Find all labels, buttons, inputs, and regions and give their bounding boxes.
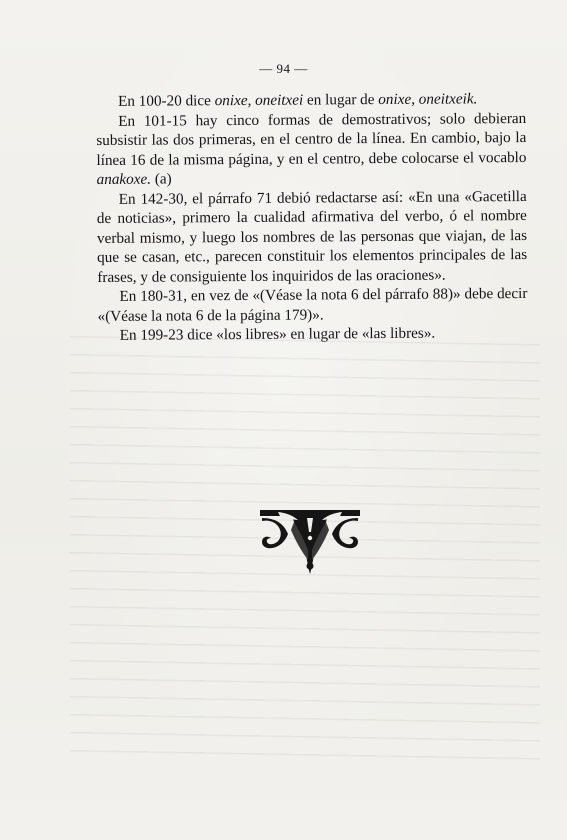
text-run: (a) [150,170,172,188]
text-run: En 142-30, el párrafo 71 debió redactarse así: «En una «Gacetilla de noticias», primero la cualidad afirmativa del verbo, ó el nombre verbal mismo, y luego los nombres de las personas que viajan, de las que se casan, etc., parecen constituir los elementos principales de las frases, y de consiguiente los inquiridos de las oraciones». [96,187,528,286]
errata-paragraph [96,89,526,112]
errata-text [96,89,528,345]
page-number: — 94 — [259,61,308,76]
errata-paragraph [98,323,528,346]
text-run: En 199-23 dice «los libres» en lugar de «las libres». [119,324,436,344]
fleuron-ornament-icon [258,508,362,576]
errata-paragraph [97,284,527,326]
text-run: En 100-20 dice [118,92,215,110]
text-run: en lugar de [303,91,379,109]
text-run: En 101-15 hay cinco formas de demostrativos; solo debieran subsistir las dos primeras, en el centro de la línea. En cambio, bajo la línea 16 de la misma página, y en el centro, debe colocarse el vocablo [96,109,527,169]
basque-word: anakoxe. [96,170,152,188]
basque-word: onixe, oneitxei [214,91,304,110]
basque-word: onixe, oneitxeik. [378,90,478,109]
errata-paragraph [96,108,527,189]
text-run: En 180-31, en vez de «(Véase la nota 6 del párrafo 88)» debe decir «(Véase la nota 6 de la página 179)». [97,284,528,325]
errata-paragraph [97,186,528,286]
